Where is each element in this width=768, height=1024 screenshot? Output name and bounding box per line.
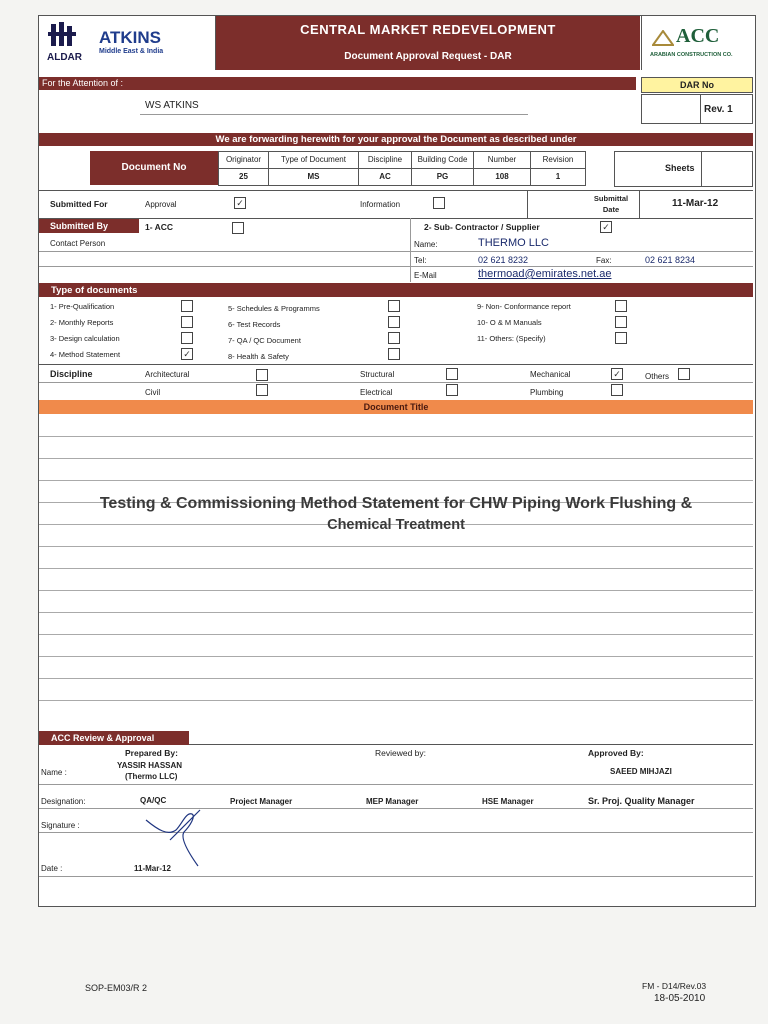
designation-sr-pqm: Sr. Proj. Quality Manager xyxy=(588,796,695,806)
doc-type-label: 3- Design calculation xyxy=(50,334,120,343)
attention-underline xyxy=(140,114,528,115)
document-no-value-0[interactable]: 25 xyxy=(218,168,269,186)
doc-type-label: 10- O & M Manuals xyxy=(477,318,542,327)
doc-type-checkbox[interactable] xyxy=(181,316,193,328)
type-of-documents-bar xyxy=(39,283,753,297)
footer-right-2: 18-05-2010 xyxy=(654,993,706,1004)
discipline-mechanical: Mechanical xyxy=(530,370,571,379)
fax-label: Fax: xyxy=(596,256,612,265)
discipline-electrical: Electrical xyxy=(360,388,393,397)
discipline-structural: Structural xyxy=(360,370,395,379)
document-no-header-3: Building Code xyxy=(411,151,474,169)
document-title-label: Document Title xyxy=(363,402,429,412)
acc-checkbox[interactable] xyxy=(232,222,244,234)
signature-icon xyxy=(140,800,210,870)
submitted-by-label: Submitted By xyxy=(50,221,109,231)
doc-type-checkbox[interactable] xyxy=(388,316,400,328)
approved-name: SAEED MIHJAZI xyxy=(610,767,672,776)
discipline-plumbing: Plumbing xyxy=(530,388,564,397)
forwarding-banner xyxy=(39,133,753,146)
others-checkbox[interactable] xyxy=(678,368,690,380)
aldar-label: ALDAR xyxy=(47,52,82,63)
fax-value[interactable]: 02 621 8234 xyxy=(645,255,696,265)
sheets-divider xyxy=(701,152,702,186)
title-rule xyxy=(39,436,753,437)
doc-type-label: 8- Health & Safety xyxy=(228,352,289,361)
document-no-value-5[interactable]: 1 xyxy=(530,168,586,186)
discipline-civil: Civil xyxy=(145,388,161,397)
date-row-label: Date : xyxy=(41,864,63,873)
doc-type-checkbox[interactable] xyxy=(388,300,400,312)
submitted-for-label: Submitted For xyxy=(50,199,108,209)
document-no-header-1: Type of Document xyxy=(268,151,359,169)
doc-type-checkbox[interactable] xyxy=(181,300,193,312)
document-no-value-4[interactable]: 108 xyxy=(473,168,531,186)
sub-contractor-checkbox[interactable]: ✓ xyxy=(600,221,612,233)
plumbing-checkbox[interactable] xyxy=(611,384,623,396)
header-title-block xyxy=(216,16,640,70)
doc-type-label: 11- Others: (Specify) xyxy=(477,334,546,343)
discipline-others: Others xyxy=(645,372,670,381)
name-label: Name: xyxy=(414,240,438,249)
submitted-by-acc: 1- ACC xyxy=(145,222,174,232)
email-label: E-Mail xyxy=(414,271,437,280)
title-rule xyxy=(39,678,753,679)
document-no-header-5: Revision xyxy=(530,151,586,169)
title-rule xyxy=(39,590,753,591)
document-title-bar xyxy=(39,400,753,414)
prepared-company: (Thermo LLC) xyxy=(125,772,178,781)
rule-v xyxy=(527,190,528,218)
dar-rev: Rev. 1 xyxy=(704,104,733,115)
rule xyxy=(39,876,753,877)
structural-checkbox[interactable] xyxy=(446,368,458,380)
document-no-value-2[interactable]: AC xyxy=(358,168,412,186)
approval-checkbox[interactable]: ✓ xyxy=(234,197,246,209)
doc-type-checkbox[interactable]: ✓ xyxy=(181,348,193,360)
doc-type-checkbox[interactable] xyxy=(615,332,627,344)
date-value: 11-Mar-12 xyxy=(134,864,171,873)
designation-qaqc: QA/QC xyxy=(140,796,167,805)
electrical-checkbox[interactable] xyxy=(446,384,458,396)
contact-person-label: Contact Person xyxy=(50,239,106,248)
sheets-box[interactable] xyxy=(614,151,753,187)
doc-type-checkbox[interactable] xyxy=(181,332,193,344)
document-no-header-0: Originator xyxy=(218,151,269,169)
atkins-brand: ATKINS xyxy=(99,28,162,47)
title-rule xyxy=(39,634,753,635)
rule xyxy=(39,251,753,252)
information-label: Information xyxy=(360,200,401,209)
document-title-line2: Chemical Treatment xyxy=(327,517,465,533)
title-rule xyxy=(39,480,753,481)
document-no-header-4: Number xyxy=(473,151,531,169)
doc-type-label: 5- Schedules & Programms xyxy=(228,304,320,313)
rule xyxy=(39,218,753,219)
title-rule xyxy=(39,612,753,613)
doc-type-label: 4- Method Statement xyxy=(50,350,121,359)
footer-right-1: FM - D14/Rev.03 xyxy=(642,981,707,991)
doc-type-checkbox[interactable] xyxy=(388,332,400,344)
submitted-by-label-box xyxy=(39,219,139,233)
doc-type-label: 9- Non- Conformance report xyxy=(477,302,571,311)
acc-logo-box xyxy=(641,16,754,70)
atkins-sub: Middle East & India xyxy=(99,48,164,55)
discipline-architectural: Architectural xyxy=(145,370,190,379)
discipline-label: Discipline xyxy=(50,369,93,379)
title-rule xyxy=(39,458,753,459)
name-value[interactable]: THERMO LLC xyxy=(478,237,549,249)
doc-type-checkbox[interactable] xyxy=(615,300,627,312)
type-of-documents-label: Type of documents xyxy=(51,285,138,296)
reviewed-by-label: Reviewed by: xyxy=(375,748,427,758)
footer-left: SOP-EM03/R 2 xyxy=(85,983,148,993)
rule xyxy=(39,382,753,383)
designation-pm: Project Manager xyxy=(230,797,293,806)
doc-type-label: 1- Pre-Qualification xyxy=(50,302,115,311)
rule xyxy=(39,190,753,191)
designation-hse: HSE Manager xyxy=(482,797,534,806)
designation-label: Designation: xyxy=(41,797,86,806)
review-label: ACC Review & Approval xyxy=(51,733,155,743)
rule-v2 xyxy=(639,190,640,218)
page-title: CENTRAL MARKET REDEVELOPMENT xyxy=(300,22,556,37)
title-rule xyxy=(39,656,753,657)
document-no-value-3[interactable]: PG xyxy=(411,168,474,186)
document-no-value-1[interactable]: MS xyxy=(268,168,359,186)
submittal-date[interactable]: 11-Mar-12 xyxy=(672,198,719,209)
document-title-line1: Testing & Commissioning Method Statement for CHW Piping Work Flushing & xyxy=(99,495,693,512)
attention-bar xyxy=(39,77,636,90)
dar-divider xyxy=(700,95,701,123)
doc-type-checkbox[interactable] xyxy=(388,348,400,360)
rule-v3 xyxy=(410,218,411,282)
doc-type-label: 7- QA / QC Document xyxy=(228,336,301,345)
rule xyxy=(189,744,753,745)
document-no-label-box xyxy=(90,151,218,185)
dar-no-label-box xyxy=(641,77,753,93)
prepared-by-label: Prepared By: xyxy=(125,748,178,758)
submitted-by-sub: 2- Sub- Contractor / Supplier xyxy=(424,222,540,232)
email-value[interactable]: thermoad@emirates.net.ae xyxy=(478,268,612,280)
doc-type-checkbox[interactable] xyxy=(615,316,627,328)
information-checkbox[interactable] xyxy=(433,197,445,209)
dar-no-value-box[interactable] xyxy=(641,94,753,124)
civil-checkbox[interactable] xyxy=(256,384,268,396)
acc-logo-icon xyxy=(652,30,674,46)
submittal-date-label: Submittal Date xyxy=(593,194,629,214)
dar-no-label: DAR No xyxy=(680,80,714,90)
attention-label: For the Attention of : xyxy=(42,78,124,88)
signature-label: Signature : xyxy=(41,821,80,830)
mechanical-checkbox[interactable]: ✓ xyxy=(611,368,623,380)
doc-type-label: 2- Monthly Reports xyxy=(50,318,114,327)
attention-value[interactable]: WS ATKINS xyxy=(145,100,199,111)
doc-type-label: 6- Test Records xyxy=(228,320,281,329)
document-no-label: Document No xyxy=(121,162,187,173)
title-rule xyxy=(39,700,753,701)
designation-mep: MEP Manager xyxy=(366,797,419,806)
title-rule xyxy=(39,568,753,569)
prepared-name: YASSIR HASSAN xyxy=(117,761,183,770)
tel-label: Tel: xyxy=(414,256,427,265)
acc-brand: ACC xyxy=(676,25,720,47)
title-rule xyxy=(39,546,753,547)
sheets-label: Sheets xyxy=(665,163,695,173)
rule xyxy=(39,364,753,365)
page-subtitle: Document Approval Request - DAR xyxy=(344,51,512,62)
document-no-header-2: Discipline xyxy=(358,151,412,169)
name-row-label: Name : xyxy=(41,768,67,777)
approved-by-label: Approved By: xyxy=(588,748,644,758)
acc-sub: ARABIAN CONSTRUCTION CO. xyxy=(650,52,733,58)
rule xyxy=(39,266,753,267)
forwarding-text: We are forwarding herewith for your approval the Document as described under xyxy=(215,134,577,145)
review-bar xyxy=(39,731,189,745)
aldar-logo-icon xyxy=(47,20,83,50)
architectural-checkbox[interactable] xyxy=(256,369,268,381)
atkins-logo-box xyxy=(39,16,216,70)
rule xyxy=(39,784,753,785)
approval-label: Approval xyxy=(145,200,177,209)
tel-value[interactable]: 02 621 8232 xyxy=(478,255,529,265)
